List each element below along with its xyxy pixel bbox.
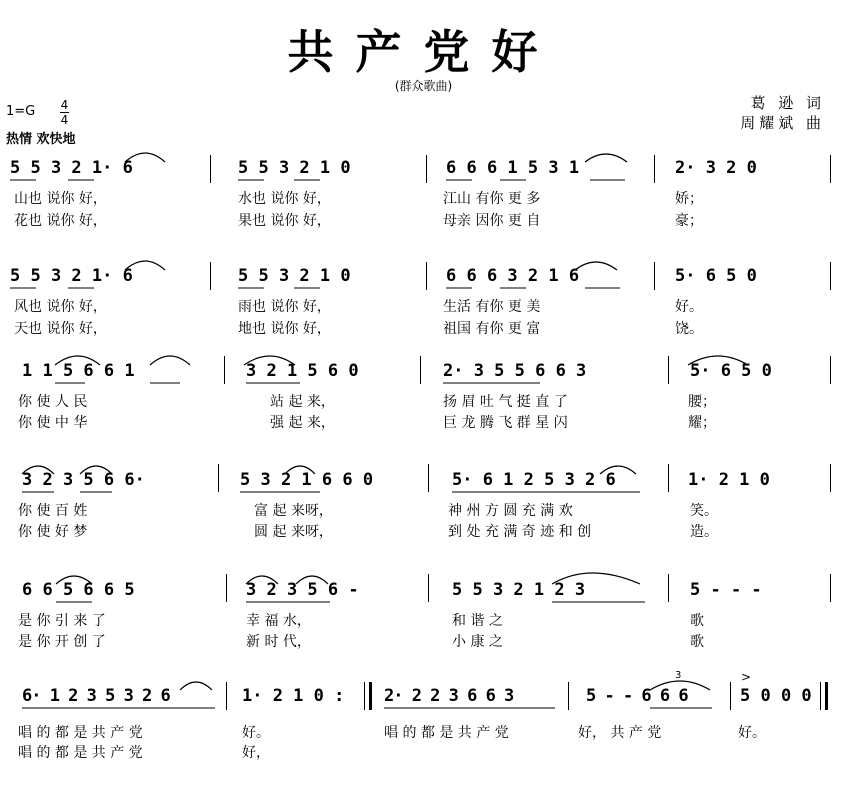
accent-mark: > bbox=[741, 670, 752, 684]
measure-2-4: 5· 6 5 0 bbox=[675, 266, 757, 286]
lyric-1-4b: 豪； bbox=[675, 213, 703, 229]
lyric-3-4a: 腰； bbox=[688, 394, 716, 410]
lyric-4-4a: 笑。 bbox=[690, 503, 718, 519]
triplet-mark: 3 bbox=[675, 670, 682, 681]
lyric-1-1a: 山也 说你 好， bbox=[14, 191, 107, 207]
measure-6-3: 2· 2 2 3 6 6 3 bbox=[384, 686, 514, 706]
measure-6-5: 5 0 0 0 bbox=[740, 686, 812, 706]
lyric-2-3a: 生活 有你 更 美 bbox=[443, 299, 541, 315]
slur bbox=[180, 682, 212, 690]
lyric-4-2a: 富 起 来呀， bbox=[254, 503, 333, 519]
lyric-3-2b: 强 起 来， bbox=[270, 415, 335, 431]
measure-4-3: 5· 6 1 2 5 3 2 6 bbox=[452, 470, 616, 490]
lyric-4-3a: 神 州 方 圆 充 满 欢 bbox=[448, 503, 573, 519]
lyric-2-3b: 祖国 有你 更 富 bbox=[443, 321, 541, 337]
measure-2-2: 5 5 3 2 1 0 bbox=[238, 266, 351, 286]
lyric-5-2a: 幸 福 水， bbox=[246, 613, 311, 629]
lyric-5-3a: 和 谐 之 bbox=[452, 613, 503, 629]
lyric-2-1a: 风也 说你 好， bbox=[14, 299, 107, 315]
measure-5-3: 5 5 3 2 1 2 3 bbox=[452, 580, 586, 600]
slur bbox=[650, 681, 710, 690]
lyric-3-1b: 你 使 中 华 bbox=[18, 415, 88, 431]
measure-5-1: 6 6 5 6 6 5 bbox=[22, 580, 135, 600]
measure-1-3: 6 6 6 1 5 3 1 bbox=[446, 158, 580, 178]
slur bbox=[125, 153, 165, 162]
lyric-6-1b: 唱 的 都 是 共 产 党 bbox=[18, 745, 143, 761]
lyric-1-4a: 娇； bbox=[675, 191, 703, 207]
slur bbox=[55, 356, 100, 365]
measure-4-2: 5 3 2 1 6 6 0 bbox=[240, 470, 374, 490]
measure-6-4: 5 - - 6 6 6 bbox=[586, 686, 688, 706]
measure-1-4: 2· 3 2 0 bbox=[675, 158, 757, 178]
measure-1-2: 5 5 3 2 1 0 bbox=[238, 158, 351, 178]
measure-5-2: 3 2 3 5 6 - bbox=[246, 580, 359, 600]
key-signature: 1=G bbox=[6, 104, 36, 119]
measure-3-4: 5· 6 5 0 bbox=[690, 361, 772, 381]
measure-6-1: 6· 1 2 3 5 3 2 6 bbox=[22, 686, 170, 706]
song-title: 共产党好 bbox=[287, 25, 560, 79]
lyric-1-3a: 江山 有你 更 多 bbox=[443, 191, 541, 207]
lyric-4-1a: 你 使 百 姓 bbox=[18, 503, 88, 519]
measure-4-4: 1· 2 1 0 bbox=[688, 470, 770, 490]
tempo-marking: 热情 欢快地 bbox=[6, 132, 76, 147]
lyric-2-2a: 雨也 说你 好， bbox=[238, 299, 331, 315]
measure-3-2: 3 2 1 5 6 0 bbox=[246, 361, 359, 381]
lyric-4-1b: 你 使 好 梦 bbox=[18, 524, 88, 540]
measure-3-3: 2· 3 5 5 6 6 3 bbox=[443, 361, 587, 381]
lyric-3-4b: 耀； bbox=[688, 415, 716, 431]
slur bbox=[552, 573, 640, 584]
lyric-2-4b: 饶。 bbox=[675, 321, 703, 337]
slur bbox=[56, 576, 92, 584]
slur bbox=[600, 466, 636, 474]
lyric-5-4a: 歌 bbox=[690, 613, 704, 629]
measure-2-3: 6 6 6 3 2 1 6 bbox=[446, 266, 580, 286]
lyric-6-4a: 好， 共 产 党 bbox=[578, 725, 662, 741]
lyric-4-4b: 造。 bbox=[690, 524, 718, 540]
song-subtitle: (群众歌曲) bbox=[394, 79, 453, 93]
lyric-2-1b: 天也 说你 好， bbox=[14, 321, 107, 337]
measure-4-1: 3 2 3 5 6 6· bbox=[22, 470, 145, 490]
lyric-5-1a: 是 你 引 来 了 bbox=[18, 613, 106, 629]
meter-top: 4 bbox=[60, 98, 69, 112]
slur bbox=[125, 261, 165, 270]
measure-6-2: 1· 2 1 0 : bbox=[242, 686, 345, 706]
lyric-6-3a: 唱 的 都 是 共 产 党 bbox=[384, 725, 509, 741]
lyric-6-2a: 好。 bbox=[242, 725, 270, 741]
lyric-6-1a: 唱 的 都 是 共 产 党 bbox=[18, 725, 143, 741]
slur bbox=[285, 466, 315, 474]
lyric-5-4b: 歌 bbox=[690, 634, 704, 650]
lyricist-credit: 葛 逊 词 bbox=[750, 94, 825, 112]
slur bbox=[585, 154, 627, 162]
meter-bottom: 4 bbox=[60, 113, 69, 127]
lyric-4-3b: 到 处 充 满 奇 迹 和 创 bbox=[448, 524, 592, 540]
lyric-5-3b: 小 康 之 bbox=[452, 634, 503, 650]
lyric-3-2a: 站 起 来， bbox=[270, 394, 335, 410]
lyric-6-2b: 好， bbox=[242, 745, 270, 761]
slur bbox=[244, 356, 295, 365]
slur bbox=[22, 466, 54, 474]
lyric-4-2b: 圆 起 来呀， bbox=[254, 524, 333, 540]
lyric-2-2b: 地也 说你 好， bbox=[238, 321, 331, 337]
lyric-2-4a: 好。 bbox=[675, 299, 703, 315]
measure-5-4: 5 - - - bbox=[690, 580, 762, 600]
slur bbox=[80, 466, 112, 474]
measure-3-1: 1 1 5 6 6 1 bbox=[22, 361, 135, 381]
lyric-3-3b: 巨 龙 腾 飞 群 星 闪 bbox=[443, 415, 568, 431]
slur bbox=[688, 356, 748, 365]
lyric-3-1a: 你 使 人 民 bbox=[18, 394, 88, 410]
slur bbox=[296, 576, 328, 584]
slur bbox=[575, 262, 617, 270]
slur bbox=[246, 576, 278, 584]
lyric-5-1b: 是 你 开 创 了 bbox=[18, 634, 106, 650]
slur bbox=[150, 356, 190, 365]
composer-credit: 周耀斌 曲 bbox=[740, 114, 825, 132]
measure-2-1: 5 5 3 2 1· 6 bbox=[10, 266, 133, 286]
lyric-6-5a: 好。 bbox=[738, 725, 766, 741]
lyric-5-2b: 新 时 代， bbox=[246, 634, 311, 650]
lyric-1-2a: 水也 说你 好， bbox=[238, 191, 331, 207]
lyric-1-1b: 花也 说你 好， bbox=[14, 213, 107, 229]
lyric-1-3b: 母亲 因你 更 自 bbox=[443, 213, 541, 229]
lyric-3-3a: 扬 眉 吐 气 挺 直 了 bbox=[443, 394, 568, 410]
measure-1-1: 5 5 3 2 1· 6 bbox=[10, 158, 133, 178]
lyric-1-2b: 果也 说你 好， bbox=[238, 213, 331, 229]
